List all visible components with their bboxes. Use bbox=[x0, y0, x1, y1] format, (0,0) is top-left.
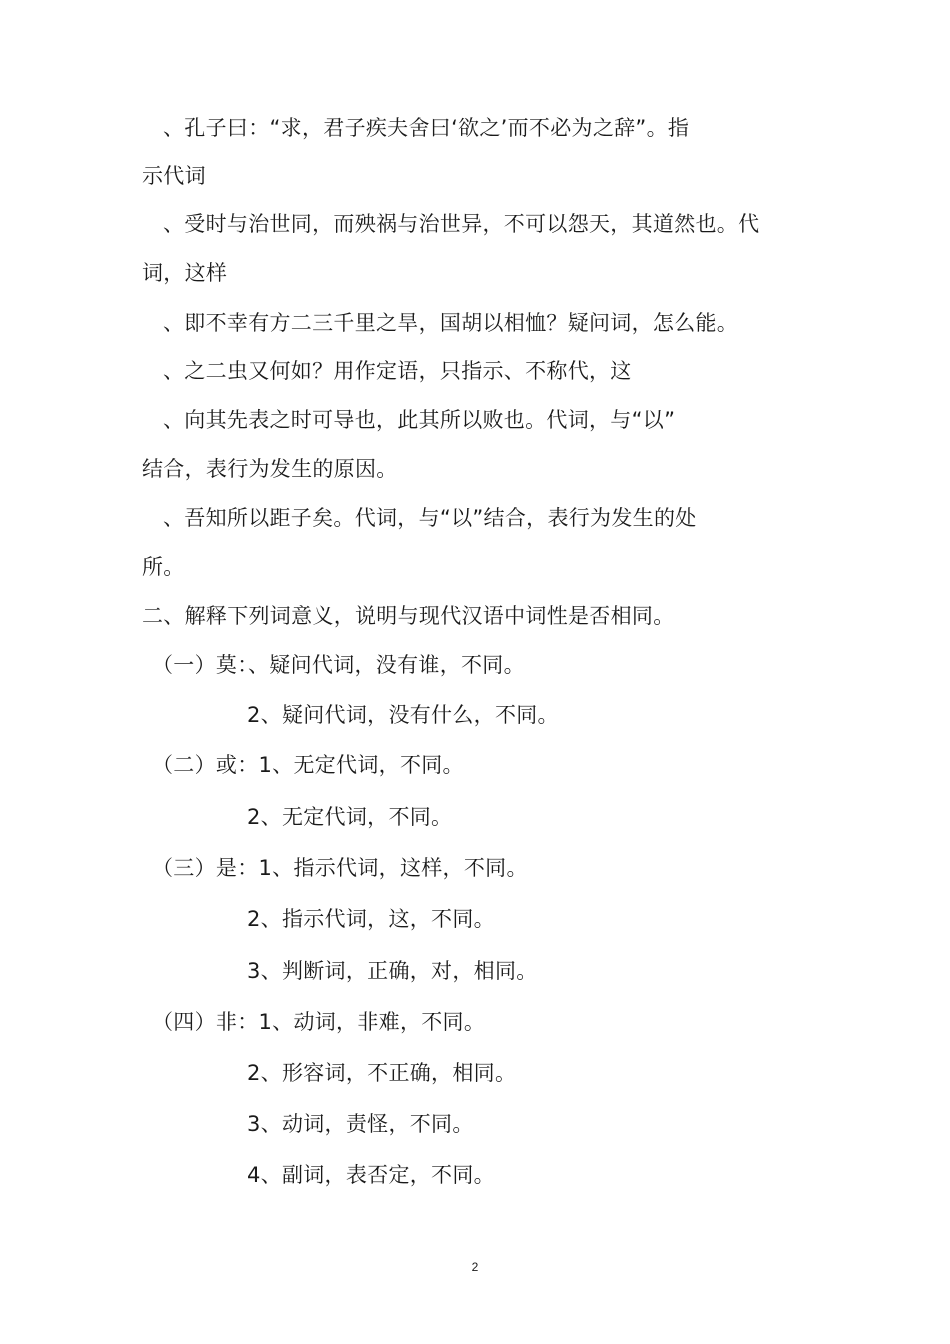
item-fei-3: 3、动词，责怪，不同。 bbox=[247, 1112, 474, 1136]
text-line-8: 结合，表行为发生的原因。 bbox=[142, 457, 398, 481]
text-line-9: 、吾知所以距子矣。代词，与“以”结合，表行为发生的处 bbox=[163, 506, 697, 530]
item-fei-2: 2、形容词，不正确，相同。 bbox=[247, 1061, 517, 1085]
text-line-10: 所。 bbox=[142, 555, 185, 579]
text-line-6: 、之二虫又何如？用作定语，只指示、不称代，这 bbox=[163, 359, 632, 383]
item-fei-4: 4、副词，表否定，不同。 bbox=[247, 1163, 495, 1187]
item-huo-1: （二）或：1、无定代词，不同。 bbox=[152, 753, 464, 777]
item-shi-3: 3、判断词，正确，对，相同。 bbox=[247, 959, 538, 983]
text-line-7: 、向其先表之时可导也，此其所以败也。代词，与“以” bbox=[163, 408, 676, 432]
page-number: 2 bbox=[471, 1260, 479, 1274]
section-heading: 二、解释下列词意义，说明与现代汉语中词性是否相同。 bbox=[142, 604, 675, 628]
item-shi-1: （三）是：1、指示代词，这样，不同。 bbox=[152, 856, 528, 880]
item-huo-2: 2、无定代词，不同。 bbox=[247, 805, 453, 829]
text-line-3: 、受时与治世同，而殃祸与治世异，不可以怨天，其道然也。代 bbox=[163, 212, 760, 236]
item-fei-1: （四）非：1、动词，非难，不同。 bbox=[152, 1010, 486, 1034]
text-line-2: 示代词 bbox=[142, 164, 206, 188]
item-mo-1: （一）莫：、疑问代词，没有谁，不同。 bbox=[152, 653, 525, 677]
text-line-1: 、孔子曰：“求，君子疾夫舍曰‘欲之’而不必为之辞”。指 bbox=[163, 116, 690, 140]
item-mo-2: 2、疑问代词，没有什么，不同。 bbox=[247, 703, 559, 727]
item-shi-2: 2、指示代词，这，不同。 bbox=[247, 907, 495, 931]
text-line-5: 、即不幸有方二三千里之旱，国胡以相恤？疑问词，怎么能。 bbox=[163, 311, 739, 335]
text-line-4: 词，这样 bbox=[142, 261, 228, 285]
